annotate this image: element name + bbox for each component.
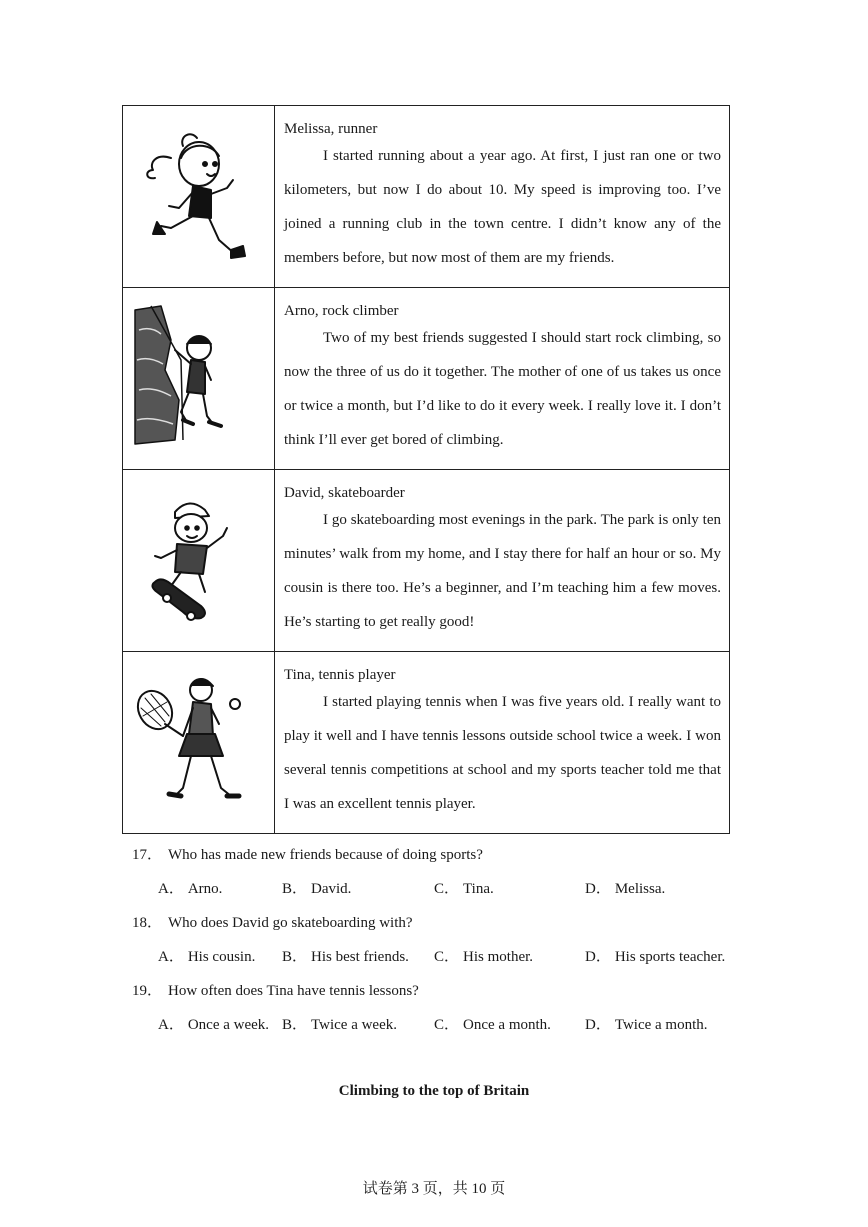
option-d: D． Twice a month.: [585, 1017, 708, 1033]
profile-picture-cell: [123, 106, 275, 288]
boy-skateboarding-illustration: [131, 482, 266, 637]
profile-name: Tina, tennis player: [284, 667, 396, 683]
option-a: A． Once a week.: [158, 1017, 270, 1033]
option-a: A． Arno.: [158, 881, 223, 897]
question-text: How often does Tina have tennis lessons?: [168, 983, 419, 999]
profiles-table: [122, 105, 730, 834]
profile-description: I started playing tennis when I was five years old. I really want to play it well and I have tennis lessons outside school twice a week. I won several tennis competitions at school and my sports teacher told me that I was an excellent tennis player.: [284, 694, 721, 812]
question-number: 17．: [132, 847, 163, 863]
option-b: B． Twice a week.: [282, 1017, 398, 1033]
profile-row: [123, 470, 730, 652]
question-number: 19．: [132, 983, 163, 999]
option-c: C． Once a month.: [434, 1017, 551, 1033]
profile-picture-cell: [123, 288, 275, 470]
girl-playing-tennis-illustration: [131, 664, 266, 819]
section-title: Climbing to the top of Britain: [338, 1083, 530, 1099]
profile-description: Two of my best friends suggested I should start rock climbing, so now the three of us do it together. The mother of one of us takes us once or twice a month, but I’d like to do it every week. I really love it. I don’t think I’ll ever get bored of climbing.: [284, 330, 721, 448]
profile-text-cell: [275, 288, 730, 470]
option-c: C． His mother.: [434, 949, 534, 965]
option-d: D． His sports teacher.: [585, 949, 726, 965]
profile-description: I go skateboarding most evenings in the park. The park is only ten minutes’ walk from my home, and I stay there for half an hour or so. My cousin is there too. He’s a beginner, and I’m teaching him a few moves. He’s starting to get really good!: [284, 512, 721, 630]
question-text: Who has made new friends because of doing sports?: [168, 847, 483, 863]
question-stem: [132, 843, 742, 877]
option-c: C． Tina.: [434, 881, 494, 897]
profile-row: [123, 288, 730, 470]
page-footer: 试卷第 3 页，共 10 页: [362, 1181, 506, 1197]
question-stem: [132, 911, 742, 945]
option-a: A． His cousin.: [158, 949, 256, 965]
option-b: B． David.: [282, 881, 352, 897]
profile-text-cell: [275, 106, 730, 288]
profile-name: David, skateboarder: [284, 485, 405, 501]
question-stem: [132, 979, 742, 1013]
question-text: Who does David go skateboarding with?: [168, 915, 413, 931]
profile-row: [123, 106, 730, 288]
option-b: B． His best friends.: [282, 949, 409, 965]
questions-section: [132, 843, 742, 1047]
profile-name: Melissa, runner: [284, 121, 378, 137]
profile-row: [123, 652, 730, 834]
question-options: [132, 1013, 742, 1047]
profile-picture-cell: [123, 470, 275, 652]
profile-picture-cell: [123, 652, 275, 834]
profile-text-cell: [275, 652, 730, 834]
profile-text-cell: [275, 470, 730, 652]
profile-description: I started running about a year ago. At first, I just ran one or two kilometers, but now I do about 10. My speed is improving too. I’ve joined a running club in the town centre. I didn’t know any of the members before, but now most of them are my friends.: [284, 148, 721, 266]
option-d: D． Melissa.: [585, 881, 666, 897]
girl-running-illustration: [131, 118, 266, 273]
question-options: [132, 877, 742, 911]
question-number: 18．: [132, 915, 163, 931]
profile-name: Arno, rock climber: [284, 303, 399, 319]
question-options: [132, 945, 742, 979]
boy-rock-climbing-illustration: [131, 300, 266, 455]
